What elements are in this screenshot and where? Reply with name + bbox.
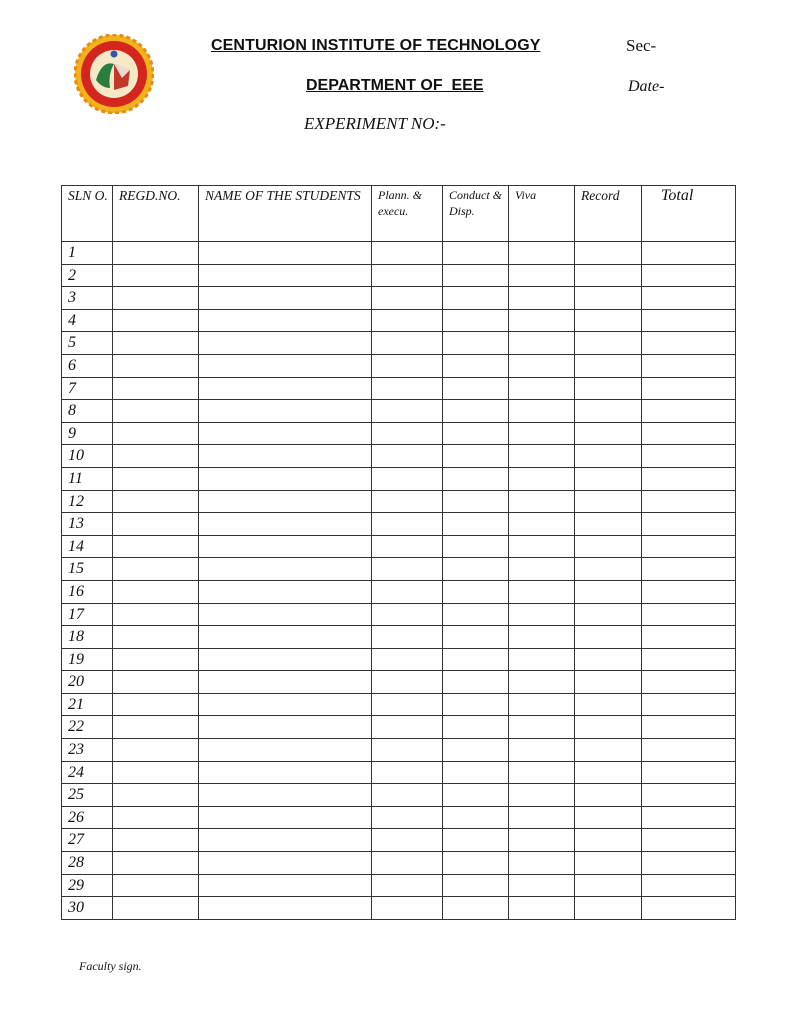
total-cell[interactable] [642, 716, 736, 739]
planning-cell[interactable] [372, 490, 443, 513]
student-name-cell[interactable] [199, 806, 372, 829]
row-serial-number: 23 [62, 739, 113, 762]
row-serial-number: 2 [62, 264, 113, 287]
table-row [62, 852, 736, 875]
row-serial-number: 10 [62, 445, 113, 468]
student-name-cell[interactable] [199, 626, 372, 649]
conduct-cell[interactable] [443, 897, 509, 920]
regd-no-cell[interactable] [113, 739, 199, 762]
logo-chakra-icon [111, 51, 118, 58]
student-name-cell[interactable] [199, 287, 372, 310]
total-cell[interactable] [642, 309, 736, 332]
total-cell[interactable] [642, 874, 736, 897]
planning-cell[interactable] [372, 467, 443, 490]
institute-logo [74, 34, 154, 114]
planning-cell[interactable] [372, 626, 443, 649]
row-serial-number: 16 [62, 580, 113, 603]
record-cell[interactable] [575, 422, 642, 445]
viva-cell[interactable] [509, 693, 575, 716]
table-row [62, 535, 736, 558]
table-row [62, 693, 736, 716]
total-cell[interactable] [642, 852, 736, 875]
row-serial-number: 3 [62, 287, 113, 310]
conduct-cell[interactable] [443, 603, 509, 626]
row-serial-number: 30 [62, 897, 113, 920]
viva-cell[interactable] [509, 852, 575, 875]
conduct-cell[interactable] [443, 264, 509, 287]
department-title: DEPARTMENT OF EEE [306, 77, 484, 94]
conduct-cell[interactable] [443, 445, 509, 468]
conduct-cell[interactable] [443, 467, 509, 490]
record-cell[interactable] [575, 716, 642, 739]
viva-cell[interactable] [509, 422, 575, 445]
total-cell[interactable] [642, 671, 736, 694]
planning-cell[interactable] [372, 242, 443, 265]
planning-cell[interactable] [372, 761, 443, 784]
row-serial-number: 28 [62, 852, 113, 875]
planning-cell[interactable] [372, 400, 443, 423]
planning-cell[interactable] [372, 264, 443, 287]
table-row [62, 648, 736, 671]
regd-no-cell[interactable] [113, 558, 199, 581]
student-name-cell[interactable] [199, 354, 372, 377]
viva-cell[interactable] [509, 671, 575, 694]
record-cell[interactable] [575, 626, 642, 649]
planning-cell[interactable] [372, 739, 443, 762]
col-header-slno: SLN O. [62, 186, 113, 242]
record-cell[interactable] [575, 693, 642, 716]
regd-no-cell[interactable] [113, 648, 199, 671]
regd-no-cell[interactable] [113, 422, 199, 445]
planning-cell[interactable] [372, 897, 443, 920]
conduct-cell[interactable] [443, 242, 509, 265]
conduct-cell[interactable] [443, 693, 509, 716]
viva-cell[interactable] [509, 513, 575, 536]
total-cell[interactable] [642, 829, 736, 852]
regd-no-cell[interactable] [113, 513, 199, 536]
table-row [62, 354, 736, 377]
record-cell[interactable] [575, 264, 642, 287]
student-name-cell[interactable] [199, 400, 372, 423]
record-cell[interactable] [575, 739, 642, 762]
table-row [62, 897, 736, 920]
total-cell[interactable] [642, 490, 736, 513]
table-row [62, 445, 736, 468]
conduct-cell[interactable] [443, 806, 509, 829]
total-cell[interactable] [642, 648, 736, 671]
record-cell[interactable] [575, 377, 642, 400]
row-serial-number: 18 [62, 626, 113, 649]
total-cell[interactable] [642, 897, 736, 920]
record-cell[interactable] [575, 784, 642, 807]
experiment-label: EXPERIMENT NO:- [304, 114, 446, 133]
planning-cell[interactable] [372, 852, 443, 875]
conduct-cell[interactable] [443, 626, 509, 649]
viva-cell[interactable] [509, 264, 575, 287]
table-row [62, 761, 736, 784]
conduct-cell[interactable] [443, 332, 509, 355]
student-name-cell[interactable] [199, 445, 372, 468]
row-serial-number: 11 [62, 467, 113, 490]
total-cell[interactable] [642, 332, 736, 355]
viva-cell[interactable] [509, 626, 575, 649]
total-cell[interactable] [642, 513, 736, 536]
table-row [62, 558, 736, 581]
row-serial-number: 25 [62, 784, 113, 807]
total-cell[interactable] [642, 264, 736, 287]
table-row [62, 874, 736, 897]
regd-no-cell[interactable] [113, 603, 199, 626]
student-name-cell[interactable] [199, 309, 372, 332]
record-cell[interactable] [575, 558, 642, 581]
record-cell[interactable] [575, 761, 642, 784]
planning-cell[interactable] [372, 354, 443, 377]
table-row [62, 490, 736, 513]
table-row [62, 784, 736, 807]
planning-cell[interactable] [372, 716, 443, 739]
regd-no-cell[interactable] [113, 535, 199, 558]
table-row [62, 626, 736, 649]
col-header-planning: Plann. & execu. [372, 186, 443, 242]
row-serial-number: 6 [62, 354, 113, 377]
viva-cell[interactable] [509, 829, 575, 852]
viva-cell[interactable] [509, 603, 575, 626]
viva-cell[interactable] [509, 558, 575, 581]
record-cell[interactable] [575, 671, 642, 694]
table-row [62, 332, 736, 355]
row-serial-number: 29 [62, 874, 113, 897]
conduct-cell[interactable] [443, 784, 509, 807]
table-header-row [62, 186, 736, 242]
total-cell[interactable] [642, 626, 736, 649]
viva-cell[interactable] [509, 535, 575, 558]
conduct-cell[interactable] [443, 558, 509, 581]
student-name-cell[interactable] [199, 513, 372, 536]
viva-cell[interactable] [509, 806, 575, 829]
regd-no-cell[interactable] [113, 693, 199, 716]
row-serial-number: 26 [62, 806, 113, 829]
total-cell[interactable] [642, 761, 736, 784]
planning-cell[interactable] [372, 445, 443, 468]
row-serial-number: 15 [62, 558, 113, 581]
col-header-total: Total [642, 186, 736, 242]
table-row [62, 309, 736, 332]
table-row [62, 829, 736, 852]
col-header-record: Record [575, 186, 642, 242]
table-row [62, 377, 736, 400]
row-serial-number: 5 [62, 332, 113, 355]
row-serial-number: 21 [62, 693, 113, 716]
viva-cell[interactable] [509, 784, 575, 807]
regd-no-cell[interactable] [113, 580, 199, 603]
row-serial-number: 19 [62, 648, 113, 671]
student-name-cell[interactable] [199, 535, 372, 558]
planning-cell[interactable] [372, 377, 443, 400]
conduct-cell[interactable] [443, 852, 509, 875]
total-cell[interactable] [642, 739, 736, 762]
row-serial-number: 8 [62, 400, 113, 423]
table-row [62, 242, 736, 265]
viva-cell[interactable] [509, 874, 575, 897]
regd-no-cell[interactable] [113, 784, 199, 807]
record-cell[interactable] [575, 354, 642, 377]
conduct-cell[interactable] [443, 513, 509, 536]
viva-cell[interactable] [509, 739, 575, 762]
regd-no-cell[interactable] [113, 490, 199, 513]
student-name-cell[interactable] [199, 377, 372, 400]
row-serial-number: 7 [62, 377, 113, 400]
conduct-cell[interactable] [443, 716, 509, 739]
conduct-cell[interactable] [443, 400, 509, 423]
viva-cell[interactable] [509, 648, 575, 671]
table-row [62, 739, 736, 762]
table-row [62, 716, 736, 739]
planning-cell[interactable] [372, 784, 443, 807]
student-name-cell[interactable] [199, 264, 372, 287]
regd-no-cell[interactable] [113, 309, 199, 332]
regd-no-cell[interactable] [113, 852, 199, 875]
planning-cell[interactable] [372, 332, 443, 355]
conduct-cell[interactable] [443, 309, 509, 332]
viva-cell[interactable] [509, 354, 575, 377]
marks-table-body [62, 242, 736, 920]
conduct-cell[interactable] [443, 535, 509, 558]
row-serial-number: 14 [62, 535, 113, 558]
planning-cell[interactable] [372, 535, 443, 558]
total-cell[interactable] [642, 535, 736, 558]
conduct-cell[interactable] [443, 761, 509, 784]
regd-no-cell[interactable] [113, 829, 199, 852]
viva-cell[interactable] [509, 580, 575, 603]
student-name-cell[interactable] [199, 693, 372, 716]
total-cell[interactable] [642, 354, 736, 377]
row-serial-number: 27 [62, 829, 113, 852]
table-row [62, 422, 736, 445]
row-serial-number: 24 [62, 761, 113, 784]
record-cell[interactable] [575, 829, 642, 852]
student-name-cell[interactable] [199, 580, 372, 603]
regd-no-cell[interactable] [113, 287, 199, 310]
record-cell[interactable] [575, 445, 642, 468]
table-row [62, 671, 736, 694]
record-cell[interactable] [575, 648, 642, 671]
viva-cell[interactable] [509, 445, 575, 468]
row-serial-number: 12 [62, 490, 113, 513]
record-cell[interactable] [575, 513, 642, 536]
regd-no-cell[interactable] [113, 761, 199, 784]
viva-cell[interactable] [509, 400, 575, 423]
record-cell[interactable] [575, 806, 642, 829]
viva-cell[interactable] [509, 242, 575, 265]
total-cell[interactable] [642, 580, 736, 603]
planning-cell[interactable] [372, 829, 443, 852]
row-serial-number: 17 [62, 603, 113, 626]
planning-cell[interactable] [372, 603, 443, 626]
viva-cell[interactable] [509, 287, 575, 310]
total-cell[interactable] [642, 242, 736, 265]
record-cell[interactable] [575, 897, 642, 920]
viva-cell[interactable] [509, 309, 575, 332]
student-name-cell[interactable] [199, 332, 372, 355]
conduct-cell[interactable] [443, 874, 509, 897]
conduct-cell[interactable] [443, 422, 509, 445]
col-header-conduct: Conduct & Disp. [443, 186, 509, 242]
student-name-cell[interactable] [199, 784, 372, 807]
viva-cell[interactable] [509, 377, 575, 400]
planning-cell[interactable] [372, 671, 443, 694]
regd-no-cell[interactable] [113, 400, 199, 423]
record-cell[interactable] [575, 580, 642, 603]
row-serial-number: 1 [62, 242, 113, 265]
section-label: Sec- [626, 36, 657, 55]
student-name-cell[interactable] [199, 716, 372, 739]
planning-cell[interactable] [372, 558, 443, 581]
regd-no-cell[interactable] [113, 467, 199, 490]
student-name-cell[interactable] [199, 874, 372, 897]
conduct-cell[interactable] [443, 580, 509, 603]
record-cell[interactable] [575, 535, 642, 558]
student-name-cell[interactable] [199, 603, 372, 626]
record-cell[interactable] [575, 467, 642, 490]
table-row [62, 603, 736, 626]
planning-cell[interactable] [372, 309, 443, 332]
regd-no-cell[interactable] [113, 874, 199, 897]
student-name-cell[interactable] [199, 467, 372, 490]
student-name-cell[interactable] [199, 852, 372, 875]
viva-cell[interactable] [509, 716, 575, 739]
viva-cell[interactable] [509, 332, 575, 355]
regd-no-cell[interactable] [113, 332, 199, 355]
total-cell[interactable] [642, 558, 736, 581]
record-cell[interactable] [575, 400, 642, 423]
table-row [62, 264, 736, 287]
student-name-cell[interactable] [199, 671, 372, 694]
total-cell[interactable] [642, 377, 736, 400]
regd-no-cell[interactable] [113, 626, 199, 649]
student-name-cell[interactable] [199, 897, 372, 920]
table-row [62, 400, 736, 423]
col-header-student-name: NAME OF THE STUDENTS [199, 186, 372, 242]
table-row [62, 806, 736, 829]
total-cell[interactable] [642, 467, 736, 490]
conduct-cell[interactable] [443, 829, 509, 852]
planning-cell[interactable] [372, 648, 443, 671]
student-name-cell[interactable] [199, 558, 372, 581]
regd-no-cell[interactable] [113, 377, 199, 400]
student-name-cell[interactable] [199, 829, 372, 852]
student-name-cell[interactable] [199, 490, 372, 513]
viva-cell[interactable] [509, 761, 575, 784]
conduct-cell[interactable] [443, 739, 509, 762]
record-cell[interactable] [575, 332, 642, 355]
col-header-regd-no: REGD.NO. [113, 186, 199, 242]
total-cell[interactable] [642, 400, 736, 423]
record-cell[interactable] [575, 852, 642, 875]
total-cell[interactable] [642, 693, 736, 716]
planning-cell[interactable] [372, 580, 443, 603]
regd-no-cell[interactable] [113, 264, 199, 287]
regd-no-cell[interactable] [113, 716, 199, 739]
table-row [62, 467, 736, 490]
total-cell[interactable] [642, 445, 736, 468]
total-cell[interactable] [642, 784, 736, 807]
table-row [62, 513, 736, 536]
regd-no-cell[interactable] [113, 445, 199, 468]
conduct-cell[interactable] [443, 648, 509, 671]
planning-cell[interactable] [372, 874, 443, 897]
faculty-sign-label: Faculty sign. [79, 959, 142, 973]
regd-no-cell[interactable] [113, 671, 199, 694]
conduct-cell[interactable] [443, 377, 509, 400]
row-serial-number: 13 [62, 513, 113, 536]
regd-no-cell[interactable] [113, 354, 199, 377]
student-name-cell[interactable] [199, 648, 372, 671]
record-cell[interactable] [575, 603, 642, 626]
record-cell[interactable] [575, 490, 642, 513]
row-serial-number: 9 [62, 422, 113, 445]
conduct-cell[interactable] [443, 354, 509, 377]
regd-no-cell[interactable] [113, 806, 199, 829]
conduct-cell[interactable] [443, 490, 509, 513]
planning-cell[interactable] [372, 422, 443, 445]
record-cell[interactable] [575, 242, 642, 265]
table-row [62, 287, 736, 310]
record-cell[interactable] [575, 874, 642, 897]
row-serial-number: 4 [62, 309, 113, 332]
planning-cell[interactable] [372, 287, 443, 310]
planning-cell[interactable] [372, 693, 443, 716]
record-cell[interactable] [575, 309, 642, 332]
conduct-cell[interactable] [443, 671, 509, 694]
table-row [62, 580, 736, 603]
total-cell[interactable] [642, 287, 736, 310]
student-name-cell[interactable] [199, 422, 372, 445]
marks-table [61, 185, 736, 920]
student-name-cell[interactable] [199, 761, 372, 784]
total-cell[interactable] [642, 422, 736, 445]
row-serial-number: 22 [62, 716, 113, 739]
regd-no-cell[interactable] [113, 242, 199, 265]
date-label: Date- [628, 78, 665, 95]
viva-cell[interactable] [509, 490, 575, 513]
student-name-cell[interactable] [199, 739, 372, 762]
row-serial-number: 20 [62, 671, 113, 694]
col-header-viva: Viva [509, 186, 575, 242]
total-cell[interactable] [642, 603, 736, 626]
viva-cell[interactable] [509, 897, 575, 920]
conduct-cell[interactable] [443, 287, 509, 310]
viva-cell[interactable] [509, 467, 575, 490]
student-name-cell[interactable] [199, 242, 372, 265]
regd-no-cell[interactable] [113, 897, 199, 920]
record-cell[interactable] [575, 287, 642, 310]
planning-cell[interactable] [372, 513, 443, 536]
institute-title: CENTURION INSTITUTE OF TECHNOLOGY [211, 37, 541, 54]
planning-cell[interactable] [372, 806, 443, 829]
total-cell[interactable] [642, 806, 736, 829]
